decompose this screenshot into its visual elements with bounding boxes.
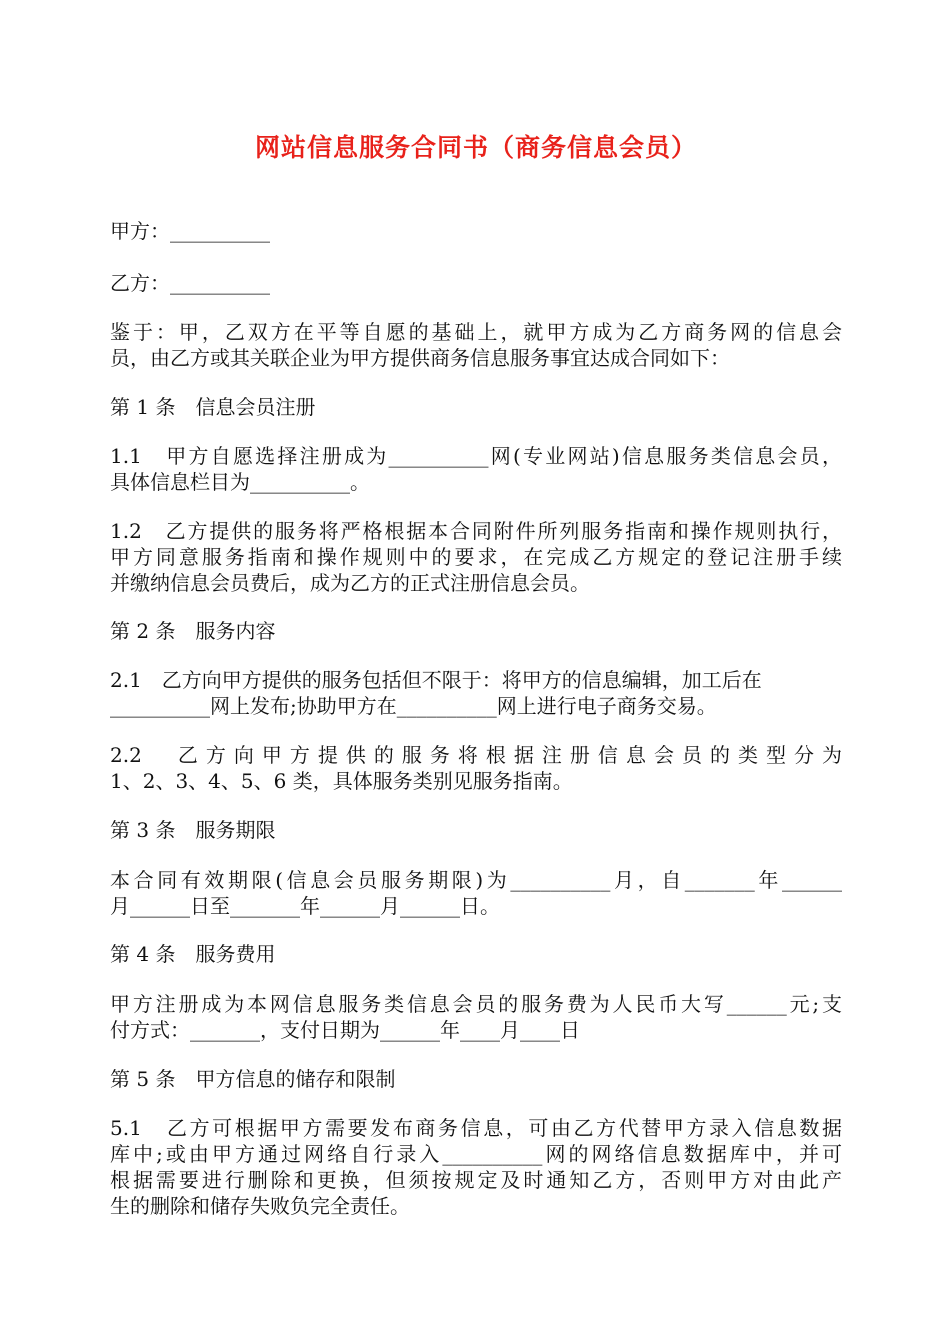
party-b-line: 乙方：__________ xyxy=(110,271,270,295)
clause-1-1-line-1: 1.1 甲方自愿选择注册成为__________网(专业网站)信息服务类信息会员， xyxy=(110,444,842,468)
article-3-line-2: 月______日至_______年______月______日。 xyxy=(110,894,500,918)
clause-2-1-line-1: 2.1 乙方向甲方提供的服务包括但不限于：将甲方的信息编辑，加工后在 xyxy=(110,668,762,692)
clause-1-1 xyxy=(110,443,842,495)
article-4-line-2: 付方式：_______，支付日期为______年____月____日 xyxy=(110,1018,580,1042)
article-2-heading: 第 2 条 服务内容 xyxy=(110,619,276,643)
document-title: 网站信息服务合同书（商务信息会员） xyxy=(254,133,697,162)
article-1-heading: 第 1 条 信息会员注册 xyxy=(110,395,316,419)
preamble-line-2: 员，由乙方或其关联企业为甲方提供商务信息服务事宜达成合同如下： xyxy=(110,346,730,370)
preamble-paragraph xyxy=(110,319,842,371)
clause-1-2-line-2: 甲方同意服务指南和操作规则中的要求，在完成乙方规定的登记注册手续 xyxy=(110,545,842,569)
clause-1-2-line-1: 1.2 乙方提供的服务将严格根据本合同附件所列服务指南和操作规则执行， xyxy=(110,519,842,543)
clause-5-1-line-3: 根据需要进行删除和更换，但须按规定及时通知乙方，否则甲方对由此产 xyxy=(110,1168,842,1192)
article-4-body xyxy=(110,991,842,1043)
party-a-line: 甲方：__________ xyxy=(110,219,270,243)
article-3-line-1: 本合同有效期限(信息会员服务期限)为__________月，自_______年______ xyxy=(110,868,842,892)
clause-5-1-line-4: 生的删除和储存失败负完全责任。 xyxy=(110,1194,410,1218)
clause-2-1-line-2: __________网上发布;协助甲方在__________网上进行电子商务交易。 xyxy=(110,694,717,718)
clause-1-2-line-3: 并缴纳信息会员费后，成为乙方的正式注册信息会员。 xyxy=(110,571,590,595)
clause-5-1 xyxy=(110,1115,842,1219)
preamble-line-1: 鉴于：甲，乙双方在平等自愿的基础上，就甲方成为乙方商务网的信息会 xyxy=(110,320,842,344)
clause-2-1 xyxy=(110,667,842,719)
clause-2-2-line-2: 1、2、3、4、5、6 类，具体服务类别见服务指南。 xyxy=(110,769,573,793)
clause-1-1-line-2: 具体信息栏目为__________。 xyxy=(110,470,370,494)
clause-2-2-line-1: 2.2 乙方向甲方提供的服务将根据注册信息会员的类型分为 xyxy=(110,743,842,767)
clause-1-2 xyxy=(110,518,842,596)
article-4-line-1: 甲方注册成为本网信息服务类信息会员的服务费为人民币大写______元;支 xyxy=(110,992,842,1016)
article-4-heading: 第 4 条 服务费用 xyxy=(110,942,276,966)
clause-5-1-line-2: 库中;或由甲方通过网络自行录入__________网的网络信息数据库中，并可 xyxy=(110,1142,842,1166)
article-3-body xyxy=(110,867,842,919)
clause-2-2 xyxy=(110,742,842,794)
clause-5-1-line-1: 5.1 乙方可根据甲方需要发布商务信息，可由乙方代替甲方录入信息数据 xyxy=(110,1116,842,1140)
article-5-heading: 第 5 条 甲方信息的储存和限制 xyxy=(110,1067,396,1091)
article-3-heading: 第 3 条 服务期限 xyxy=(110,818,276,842)
